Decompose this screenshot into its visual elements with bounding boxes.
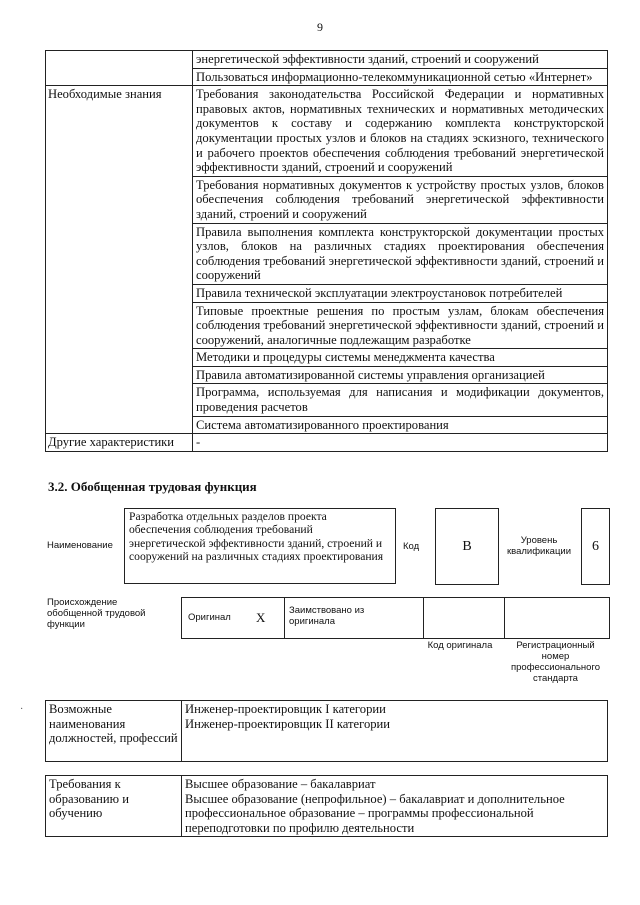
- knowledge-cell: Система автоматизированного проектирования: [193, 416, 608, 434]
- margin-mark: ·: [20, 704, 24, 715]
- requirements-table: [45, 50, 608, 452]
- original-mark: X: [256, 610, 266, 625]
- education-label: Требования к образованию и обучению: [46, 776, 182, 837]
- empty-label-cell: [46, 51, 193, 86]
- position-item: Инженер-проектировщик II категории: [185, 716, 391, 731]
- requirement-cell: Пользоваться информационно-телекоммуникационной сетью «Интернет»: [193, 68, 608, 86]
- divider: [423, 598, 424, 638]
- education-item: Высшее образование – бакалавриат: [185, 777, 376, 791]
- knowledge-cell: Требования нормативных документов к устройству простых узлов, блоков обеспечения соблюдения требований энергетической эффективности зданий, строений и сооружений: [193, 176, 608, 223]
- code-box: [435, 508, 499, 585]
- page-number: 9: [317, 20, 323, 34]
- origin-box: [181, 597, 610, 639]
- divider: [284, 598, 285, 638]
- knowledge-cell: Требования законодательства Российской Федерации и нормативных правовых актов, нормативных технических и нормативных методических документов к составу и содержанию комплекта конструкторской документации простых узлов и блоков на стадиях эскизного, технического и рабочего проектов обеспечения соблюдения требований энергетической эффективности зданий, строений и сооружений: [193, 86, 608, 177]
- position-item: Инженер-проектировщик I категории: [185, 702, 386, 716]
- knowledge-cell: Методики и процедуры системы менеджмента качества: [193, 349, 608, 367]
- origin-label: Происхождение обобщенной трудовой функции: [47, 597, 146, 630]
- table-row: [46, 434, 608, 452]
- table-row: [46, 86, 608, 177]
- name-value-box: [124, 508, 396, 584]
- knowledge-cell: Типовые проектные решения по простым узлам, блокам обеспечения соблюдения требований энергетической эффективности зданий, строений и сооружений, аналогичные подлежащим разработке: [193, 302, 608, 349]
- other-characteristics-value: -: [193, 434, 608, 452]
- positions-table: [45, 700, 608, 762]
- education-values: [182, 776, 608, 837]
- positions-label: Возможные наименования должностей, профессий: [46, 701, 182, 762]
- education-item: Высшее образование (непрофильное) – бакалавриат и дополнительное профессиональное образование – программы профессиональной переподготовки по профилю деятельности: [185, 791, 565, 835]
- positions-values: [182, 701, 608, 762]
- level-label: Уровень квалификации: [506, 535, 572, 557]
- knowledge-cell: Программа, используемая для написания и модификации документов, проведения расчетов: [193, 384, 608, 416]
- table-row: [46, 776, 608, 837]
- education-table: [45, 775, 608, 837]
- name-label: Наименование: [47, 540, 113, 551]
- level-box: [581, 508, 610, 585]
- code-value: В: [462, 539, 472, 554]
- other-characteristics-label: Другие характеристики: [46, 434, 193, 452]
- requirement-cell: энергетической эффективности зданий, строений и сооружений: [193, 51, 608, 69]
- reg-number-caption: Регистрационный номер профессионального стандарта: [511, 640, 600, 684]
- name-value: Разработка отдельных разделов проекта обеспечения соблюдения требований энергетической эффективности зданий, строений и сооружений на различных стадиях проектирования: [129, 510, 384, 564]
- table-row: [46, 701, 608, 762]
- original-label: Оригинал: [188, 612, 231, 623]
- knowledge-cell: Правила автоматизированной системы управления организацией: [193, 366, 608, 384]
- level-value: 6: [592, 539, 599, 554]
- knowledge-label: Необходимые знания: [46, 86, 193, 434]
- table-row: [46, 51, 608, 69]
- borrowed-label: Заимствовано из оригинала: [289, 605, 365, 627]
- divider: [504, 598, 505, 638]
- section-heading: 3.2. Обобщенная трудовая функция: [48, 479, 257, 494]
- origin-code-caption: Код оригинала: [427, 640, 493, 651]
- code-label: Код: [403, 541, 420, 552]
- knowledge-cell: Правила технической эксплуатации электроустановок потребителей: [193, 284, 608, 302]
- knowledge-cell: Правила выполнения комплекта конструкторской документации простых узлов, блоков на различных стадиях проектирования обеспечения соблюдения требований энергетической эффективности зданий, строений и сооружений: [193, 223, 608, 284]
